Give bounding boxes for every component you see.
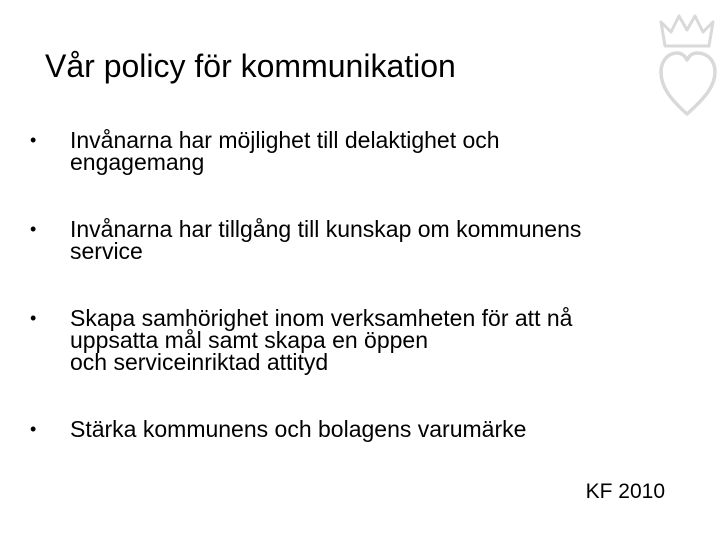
bullet-text: Invånarna har tillgång till kunskap om kommunens service xyxy=(70,216,582,264)
bullet-marker: • xyxy=(30,308,37,328)
bullet-marker: • xyxy=(30,419,37,439)
bullet-marker: • xyxy=(30,219,37,239)
bullet-text: Stärka kommunens och bolagens varumärke xyxy=(70,416,527,442)
slide-title: Vår policy för kommunikation xyxy=(45,48,456,84)
footer-reference: KF 2010 xyxy=(585,480,665,503)
crown-heart-icon xyxy=(655,8,719,120)
bullet-text: Invånarna har möjlighet till delaktighet och engagemang xyxy=(70,127,500,175)
bullet-marker: • xyxy=(30,130,37,150)
bullet-text: Skapa samhörighet inom verksamheten för att nå uppsatta mål samt skapa en öppen och serviceinriktad attityd xyxy=(70,305,573,375)
